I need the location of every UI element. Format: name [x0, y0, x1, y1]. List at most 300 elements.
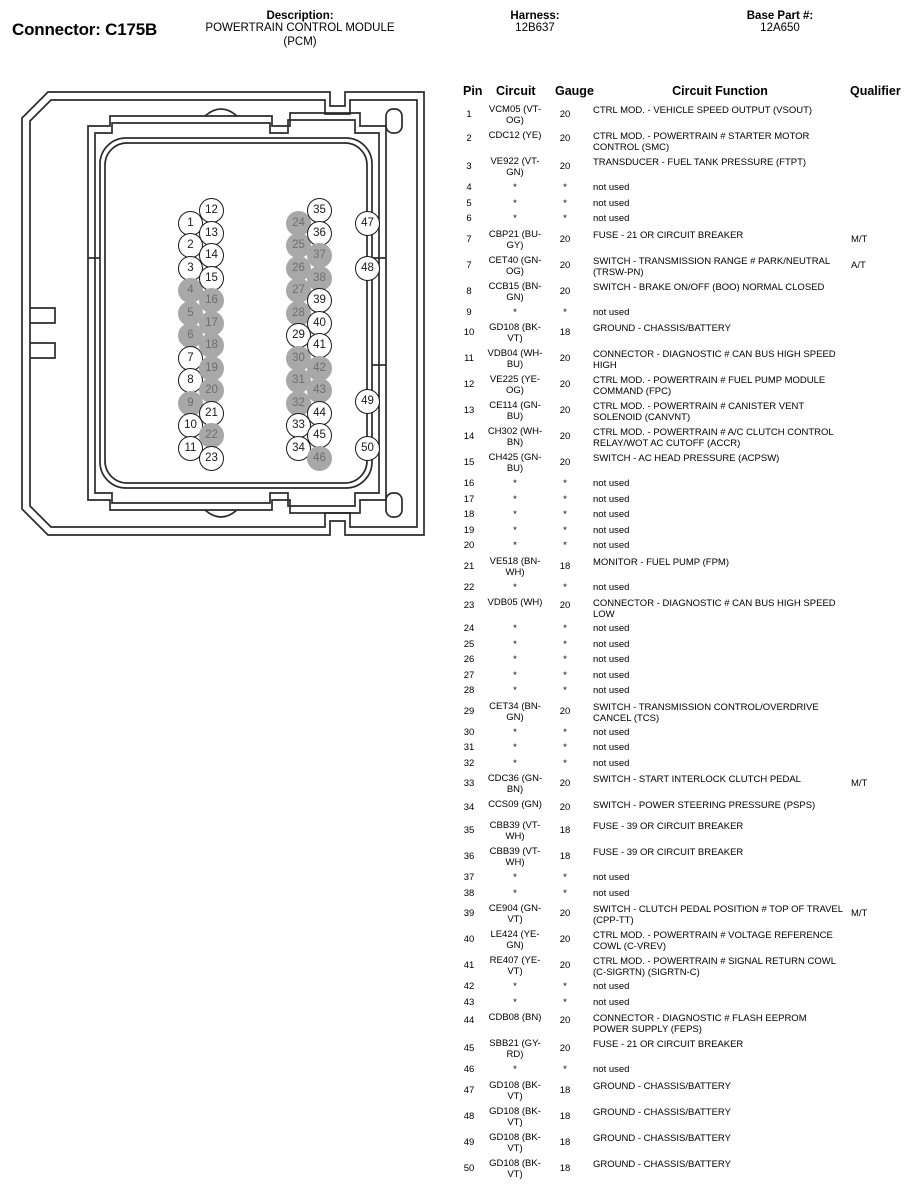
cell-pin: 49 — [463, 1136, 475, 1148]
cell-circuit-function: FUSE - 21 OR CIRCUIT BREAKER — [593, 229, 744, 241]
table-row — [455, 995, 914, 1011]
cell-circuit-function: not used — [593, 197, 630, 209]
cell-circuit: CDB08 (BN) — [488, 1012, 542, 1023]
cell-gauge: * — [563, 981, 567, 992]
housing-left-notch-inner — [30, 343, 55, 358]
cell-pin: 21 — [463, 560, 475, 572]
cell-circuit-function: CONNECTOR - DIAGNOSTIC # CAN BUS HIGH SPEED HIGH — [593, 349, 836, 371]
cell-gauge: 20 — [559, 133, 571, 144]
cell-pin: 36 — [463, 851, 475, 862]
pin-41[interactable]: 41 — [307, 333, 332, 358]
cell-pin: 43 — [463, 996, 475, 1008]
cell-pin: 19 — [463, 524, 475, 536]
table-row — [455, 1062, 914, 1078]
cell-gauge: 20 — [559, 908, 571, 919]
base-part-column — [690, 10, 870, 36]
cell-gauge: * — [563, 638, 567, 650]
cell-circuit: * — [513, 996, 517, 1008]
cell-gauge: * — [563, 887, 567, 899]
table-row — [455, 154, 914, 180]
cell-pin: 20 — [463, 540, 475, 551]
cell-circuit-function: not used — [593, 493, 630, 505]
cell-pin: 35 — [463, 825, 475, 836]
cell-circuit-function: CONNECTOR - DIAGNOSTIC # FLASH EEPROM POWER SUPPLY (FEPS) — [593, 1013, 807, 1035]
cell-circuit-function: not used — [593, 509, 630, 520]
table-row — [455, 1010, 914, 1036]
cell-circuit: CDC12 (YE) — [488, 130, 542, 141]
cell-circuit-function: not used — [593, 638, 630, 650]
cell-pin: 15 — [463, 457, 475, 468]
base-part-value: 12A650 — [760, 22, 800, 34]
table-row — [455, 580, 914, 596]
table-row — [455, 196, 914, 212]
pin-21[interactable]: 21 — [199, 401, 224, 426]
table-row — [455, 211, 914, 227]
cell-circuit: * — [513, 685, 517, 696]
table-row — [455, 1130, 914, 1156]
cell-gauge: 20 — [559, 1015, 571, 1026]
latch-lobe-top — [205, 109, 237, 116]
latch-lobe-bottom — [205, 510, 237, 517]
cell-circuit-function: not used — [593, 654, 630, 665]
cell-pin: 40 — [463, 934, 475, 945]
cell-circuit-function: CTRL MOD. - POWERTRAIN # FUEL PUMP MODULE COMMAND (FPC) — [593, 375, 826, 397]
cell-gauge: 18 — [559, 1084, 571, 1096]
cell-gauge: * — [563, 478, 567, 489]
cell-pin: 50 — [463, 1162, 475, 1174]
cell-circuit-function: not used — [593, 742, 630, 753]
table-row — [455, 1036, 914, 1062]
table-row — [455, 637, 914, 653]
pin-19[interactable]: 19 — [199, 356, 224, 381]
cell-gauge: * — [563, 581, 567, 593]
cell-gauge: * — [563, 306, 567, 318]
cell-gauge: 20 — [559, 960, 571, 971]
cell-gauge: * — [563, 524, 567, 536]
column-header-circuit-function: Circuit Function — [672, 84, 768, 98]
cell-circuit-function: SWITCH - TRANSMISSION CONTROL/OVERDRIVE CANCEL (TCS) — [593, 701, 819, 724]
table-row — [455, 1104, 914, 1130]
pin-17[interactable]: 17 — [199, 311, 224, 336]
pin-30[interactable]: 30 — [286, 346, 311, 371]
cell-pin: 39 — [463, 908, 475, 919]
table-row — [455, 1078, 914, 1104]
cell-circuit-function: CTRL MOD. - POWERTRAIN # VOLTAGE REFERENCE COWL (C-VREV) — [593, 930, 833, 952]
table-row — [455, 320, 914, 346]
column-header-circuit: Circuit — [496, 84, 536, 98]
cell-pin: 1 — [466, 109, 472, 120]
cell-pin: 42 — [463, 981, 475, 992]
cell-qualifier: A/T — [851, 259, 866, 271]
pin-32[interactable]: 32 — [286, 391, 311, 416]
cell-gauge: 20 — [559, 379, 571, 390]
cell-gauge: * — [563, 509, 567, 520]
cell-circuit: CET40 (GN-OG) — [488, 254, 542, 277]
pin-10[interactable]: 10 — [178, 413, 203, 438]
cell-circuit-function: SWITCH - AC HEAD PRESSURE (ACPSW) — [593, 453, 780, 464]
cell-circuit-function: GROUND - CHASSIS/BATTERY — [593, 323, 731, 334]
table-row — [455, 346, 914, 372]
pin-16[interactable]: 16 — [199, 288, 224, 313]
table-row — [455, 683, 914, 699]
cell-circuit-function: not used — [593, 182, 630, 193]
base-part-label: Base Part #: — [746, 10, 814, 22]
table-row — [455, 818, 914, 844]
cell-circuit-function: SWITCH - START INTERLOCK CLUTCH PEDAL — [593, 774, 801, 785]
pin-5[interactable]: 5 — [178, 301, 203, 326]
table-row — [455, 476, 914, 492]
cell-circuit: * — [513, 623, 517, 634]
cell-circuit: * — [513, 872, 517, 883]
pin-14[interactable]: 14 — [199, 243, 224, 268]
pin-23[interactable]: 23 — [199, 446, 224, 471]
housing-middle-frame — [88, 113, 386, 513]
cell-gauge: * — [563, 872, 567, 883]
cell-circuit: * — [513, 213, 517, 224]
cell-gauge: * — [563, 654, 567, 665]
pin-15[interactable]: 15 — [199, 266, 224, 291]
cell-gauge: 18 — [559, 1110, 571, 1122]
cell-circuit-function: SWITCH - TRANSMISSION RANGE # PARK/NEUTRAL (TRSW-PN) — [593, 255, 830, 278]
cell-pin: 4 — [466, 182, 472, 193]
table-row — [455, 538, 914, 554]
table-row — [455, 450, 914, 476]
table-row — [455, 424, 914, 450]
table-row — [455, 492, 914, 508]
column-header-qualifier: Qualifier — [850, 84, 901, 98]
harness-column — [445, 10, 625, 36]
cell-gauge: 18 — [559, 825, 571, 836]
cell-gauge: * — [563, 623, 567, 634]
table-row — [455, 652, 914, 668]
cell-gauge: * — [563, 669, 567, 681]
pin-25[interactable]: 25 — [286, 233, 311, 258]
table-row — [455, 901, 914, 927]
cell-gauge: 18 — [559, 1162, 571, 1174]
cell-gauge: * — [563, 685, 567, 696]
pin-40[interactable]: 40 — [307, 311, 332, 336]
cell-circuit: CH302 (WH-BN) — [487, 426, 543, 448]
cell-circuit: VDB04 (WH-BU) — [487, 348, 543, 370]
cell-pin: 8 — [466, 285, 472, 297]
cell-circuit: VDB05 (WH) — [487, 597, 543, 608]
table-row — [455, 180, 914, 196]
cell-gauge: * — [563, 182, 567, 193]
cell-qualifier: M/T — [851, 908, 868, 919]
table-row — [455, 102, 914, 128]
cell-circuit-function: CTRL MOD. - POWERTRAIN # SIGNAL RETURN COWL (C-SIGRTN) (SIGRTN-C) — [593, 956, 836, 978]
pin-22[interactable]: 22 — [199, 423, 224, 448]
pin-28[interactable]: 28 — [286, 301, 311, 326]
cell-circuit: * — [513, 669, 517, 681]
cell-circuit-function: MONITOR - FUEL PUMP (FPM) — [593, 556, 729, 568]
cell-circuit-function: not used — [593, 1064, 630, 1075]
cell-pin: 16 — [463, 478, 475, 489]
table-row — [455, 128, 914, 154]
cell-circuit-function: not used — [593, 306, 630, 318]
cell-circuit: CBB39 (VT-WH) — [489, 820, 541, 842]
cell-pin: 6 — [466, 213, 472, 224]
cell-circuit-function: not used — [593, 623, 630, 634]
table-row — [455, 1156, 914, 1182]
cell-circuit-function: not used — [593, 996, 630, 1008]
cell-circuit: RE407 (YE-VT) — [489, 955, 541, 977]
pin-11[interactable]: 11 — [178, 436, 203, 461]
cell-gauge: * — [563, 213, 567, 224]
cell-gauge: * — [563, 493, 567, 505]
cell-gauge: 20 — [559, 778, 571, 789]
cell-circuit-function: SWITCH - BRAKE ON/OFF (BOO) NORMAL CLOSED — [593, 281, 825, 293]
pin-34[interactable]: 34 — [286, 436, 311, 461]
cell-gauge: * — [563, 197, 567, 209]
pin-4[interactable]: 4 — [178, 278, 203, 303]
cell-qualifier: M/T — [851, 778, 868, 789]
cell-circuit-function: not used — [593, 581, 630, 593]
pin-9[interactable]: 9 — [178, 391, 203, 416]
cell-pin: 31 — [463, 742, 475, 753]
pin-20[interactable]: 20 — [199, 378, 224, 403]
pin-1[interactable]: 1 — [178, 211, 203, 236]
cell-circuit: CBP21 (BU-GY) — [488, 228, 542, 251]
pin-36[interactable]: 36 — [307, 221, 332, 246]
cell-circuit: * — [513, 509, 517, 520]
cell-gauge: 20 — [559, 1043, 571, 1054]
cell-circuit: VE518 (BN-WH) — [489, 555, 541, 578]
cell-pin: 10 — [463, 327, 475, 338]
pin-38[interactable]: 38 — [307, 266, 332, 291]
cell-gauge: 20 — [559, 109, 571, 120]
cell-circuit: CBB39 (VT-WH) — [489, 846, 541, 868]
cell-gauge: * — [563, 1064, 567, 1075]
cell-circuit: * — [513, 197, 517, 209]
cell-circuit: CCS09 (GN) — [488, 799, 542, 810]
page-header — [0, 0, 914, 72]
pin-45[interactable]: 45 — [307, 423, 332, 448]
table-row — [455, 595, 914, 621]
cell-pin: 46 — [463, 1064, 475, 1075]
cell-pin: 30 — [463, 726, 475, 738]
housing-tab-bottom — [386, 493, 402, 517]
cell-pin: 25 — [463, 638, 475, 650]
cell-circuit-function: CTRL MOD. - POWERTRAIN # CANISTER VENT SOLENOID (CANVNT) — [593, 401, 804, 423]
cell-gauge: 20 — [559, 457, 571, 468]
cell-gauge: 20 — [559, 934, 571, 945]
pin-35[interactable]: 35 — [307, 198, 332, 223]
table-body — [455, 102, 914, 1182]
cell-circuit-function: SWITCH - CLUTCH PEDAL POSITION # TOP OF TRAVEL (CPP-TT) — [593, 904, 843, 926]
table-row — [455, 507, 914, 523]
cell-pin: 13 — [463, 405, 475, 416]
cell-circuit: LE424 (YE-GN) — [490, 929, 540, 951]
table-row — [455, 699, 914, 725]
cell-circuit: CDC36 (GN-BN) — [487, 773, 543, 795]
cell-pin: 24 — [463, 623, 475, 634]
cell-circuit-function: CTRL MOD. - POWERTRAIN # STARTER MOTOR CONTROL (SMC) — [593, 131, 810, 153]
cell-pin: 23 — [463, 600, 475, 611]
cell-circuit: * — [513, 742, 517, 753]
pin-26[interactable]: 26 — [286, 256, 311, 281]
cell-circuit-function: FUSE - 39 OR CIRCUIT BREAKER — [593, 821, 744, 832]
cell-gauge: 20 — [559, 431, 571, 442]
pin-43[interactable]: 43 — [307, 378, 332, 403]
cell-circuit: VE922 (VT-GN) — [490, 156, 540, 178]
pin-2[interactable]: 2 — [178, 233, 203, 258]
table-row — [455, 279, 914, 305]
table-row — [455, 756, 914, 772]
cell-gauge: 18 — [559, 851, 571, 862]
pin-27[interactable]: 27 — [286, 278, 311, 303]
pin-33[interactable]: 33 — [286, 413, 311, 438]
cell-pin: 45 — [463, 1043, 475, 1054]
table-row — [455, 621, 914, 637]
pin-13[interactable]: 13 — [199, 221, 224, 246]
cell-circuit: GD108 (BK-VT) — [489, 1105, 541, 1128]
pin-18[interactable]: 18 — [199, 333, 224, 358]
cell-circuit-function: GROUND - CHASSIS/BATTERY — [593, 1158, 731, 1170]
cell-circuit: CET34 (BN-GN) — [489, 700, 541, 723]
cell-gauge: 20 — [559, 405, 571, 416]
pin-12[interactable]: 12 — [199, 198, 224, 223]
housing-tab-top — [386, 109, 402, 133]
pin-29[interactable]: 29 — [286, 323, 311, 348]
cell-pin: 26 — [463, 654, 475, 665]
pin-6[interactable]: 6 — [178, 323, 203, 348]
cell-gauge: 20 — [559, 233, 571, 245]
column-header-gauge: Gauge — [555, 84, 594, 98]
cell-circuit: * — [513, 654, 517, 665]
cell-circuit-function: GROUND - CHASSIS/BATTERY — [593, 1132, 731, 1144]
pin-7[interactable]: 7 — [178, 346, 203, 371]
cell-pin: 3 — [466, 161, 472, 172]
cell-circuit-function: not used — [593, 685, 630, 696]
cell-gauge: 18 — [559, 1136, 571, 1148]
table-row — [455, 725, 914, 741]
cell-gauge: 20 — [559, 705, 571, 717]
cell-circuit: GD108 (BK-VT) — [489, 1157, 541, 1180]
cell-circuit-function: TRANSDUCER - FUEL TANK PRESSURE (FTPT) — [593, 157, 807, 168]
table-row — [455, 886, 914, 902]
description-column — [165, 10, 435, 49]
harness-label: Harness: — [510, 10, 560, 22]
cell-pin: 7 — [466, 259, 472, 271]
pin-24[interactable]: 24 — [286, 211, 311, 236]
cell-circuit: CH425 (GN-BU) — [488, 452, 542, 474]
cell-circuit: * — [513, 524, 517, 536]
cell-circuit-function: not used — [593, 524, 630, 536]
pin-31[interactable]: 31 — [286, 368, 311, 393]
cell-circuit-function: CTRL MOD. - VEHICLE SPEED OUTPUT (VSOUT) — [593, 105, 813, 116]
cell-circuit: * — [513, 540, 517, 551]
cell-circuit: CCB15 (BN-GN) — [488, 280, 542, 303]
table-row — [455, 372, 914, 398]
cell-pin: 7 — [466, 233, 472, 245]
cell-circuit-function: FUSE - 21 OR CIRCUIT BREAKER — [593, 1039, 744, 1050]
cell-gauge: 20 — [559, 285, 571, 297]
cell-pin: 11 — [464, 353, 474, 364]
cell-circuit: * — [513, 638, 517, 650]
table-row — [455, 227, 914, 253]
cell-pin: 18 — [463, 509, 475, 520]
pin-3[interactable]: 3 — [178, 256, 203, 281]
cell-circuit: CE114 (GN-BU) — [489, 400, 541, 422]
pin-47[interactable]: 47 — [355, 211, 380, 236]
table-row — [455, 253, 914, 279]
table-row — [455, 398, 914, 424]
housing-left-notch-outer — [30, 308, 55, 323]
cell-circuit: * — [513, 493, 517, 505]
table-row — [455, 927, 914, 953]
cell-circuit: * — [513, 182, 517, 193]
table-row — [455, 523, 914, 539]
cell-pin: 12 — [463, 379, 475, 390]
housing-middle-frame-inner — [95, 120, 379, 506]
cell-circuit-function: SWITCH - POWER STEERING PRESSURE (PSPS) — [593, 800, 816, 811]
cell-circuit: * — [513, 726, 517, 738]
cell-qualifier: M/T — [851, 233, 868, 245]
table-row — [455, 305, 914, 321]
cell-circuit: SBB21 (GY-RD) — [489, 1038, 541, 1060]
cell-circuit-function: GROUND - CHASSIS/BATTERY — [593, 1080, 731, 1092]
cell-circuit: * — [513, 478, 517, 489]
cell-gauge: 20 — [559, 161, 571, 172]
cell-circuit: VE225 (YE-OG) — [489, 374, 541, 396]
table-row — [455, 979, 914, 995]
pin-39[interactable]: 39 — [307, 288, 332, 313]
pin-37[interactable]: 37 — [307, 243, 332, 268]
description-value-line1: POWERTRAIN CONTROL MODULE — [205, 22, 395, 34]
description-label: Description: — [266, 10, 334, 22]
cell-gauge: 20 — [559, 802, 571, 813]
cell-circuit: * — [513, 1064, 517, 1075]
cell-circuit: GD108 (BK-VT) — [489, 1079, 541, 1102]
cell-pin: 32 — [463, 757, 475, 769]
cell-gauge: 20 — [559, 353, 571, 364]
table-row — [455, 797, 914, 818]
pin-50[interactable]: 50 — [355, 436, 380, 461]
cell-circuit-function: GROUND - CHASSIS/BATTERY — [593, 1106, 731, 1118]
cell-circuit: GD108 (BK-VT) — [489, 1131, 541, 1154]
housing-outer-outline — [22, 92, 424, 535]
cell-circuit-function: CTRL MOD. - POWERTRAIN # A/C CLUTCH CONTROL RELAY/WOT AC CUTOFF (ACCR) — [593, 427, 834, 449]
cell-circuit: * — [513, 757, 517, 769]
cell-pin: 28 — [463, 685, 475, 696]
cell-circuit: * — [513, 306, 517, 318]
cell-pin: 47 — [463, 1084, 475, 1096]
pin-46[interactable]: 46 — [307, 446, 332, 471]
cell-gauge: * — [563, 996, 567, 1008]
cell-gauge: * — [563, 540, 567, 551]
pin-48[interactable]: 48 — [355, 256, 380, 281]
cell-pin: 37 — [463, 872, 475, 883]
table-row — [455, 771, 914, 797]
description-value-line2: (PCM) — [283, 35, 317, 48]
pin-49[interactable]: 49 — [355, 389, 380, 414]
pinout-table — [455, 84, 914, 1182]
cell-pin: 29 — [463, 705, 475, 717]
pin-44[interactable]: 44 — [307, 401, 332, 426]
pin-8[interactable]: 8 — [178, 368, 203, 393]
cell-pin: 14 — [463, 431, 475, 442]
cell-circuit-function: not used — [593, 872, 630, 883]
table-row — [455, 554, 914, 580]
cell-gauge: * — [563, 757, 567, 769]
connector-title: Connector: C175B — [12, 20, 158, 39]
cell-circuit-function: FUSE - 39 OR CIRCUIT BREAKER — [593, 847, 744, 858]
pin-42[interactable]: 42 — [307, 356, 332, 381]
cell-pin: 9 — [466, 306, 472, 318]
cell-circuit: CE904 (GN-VT) — [488, 903, 542, 925]
cell-circuit-function: not used — [593, 669, 630, 681]
